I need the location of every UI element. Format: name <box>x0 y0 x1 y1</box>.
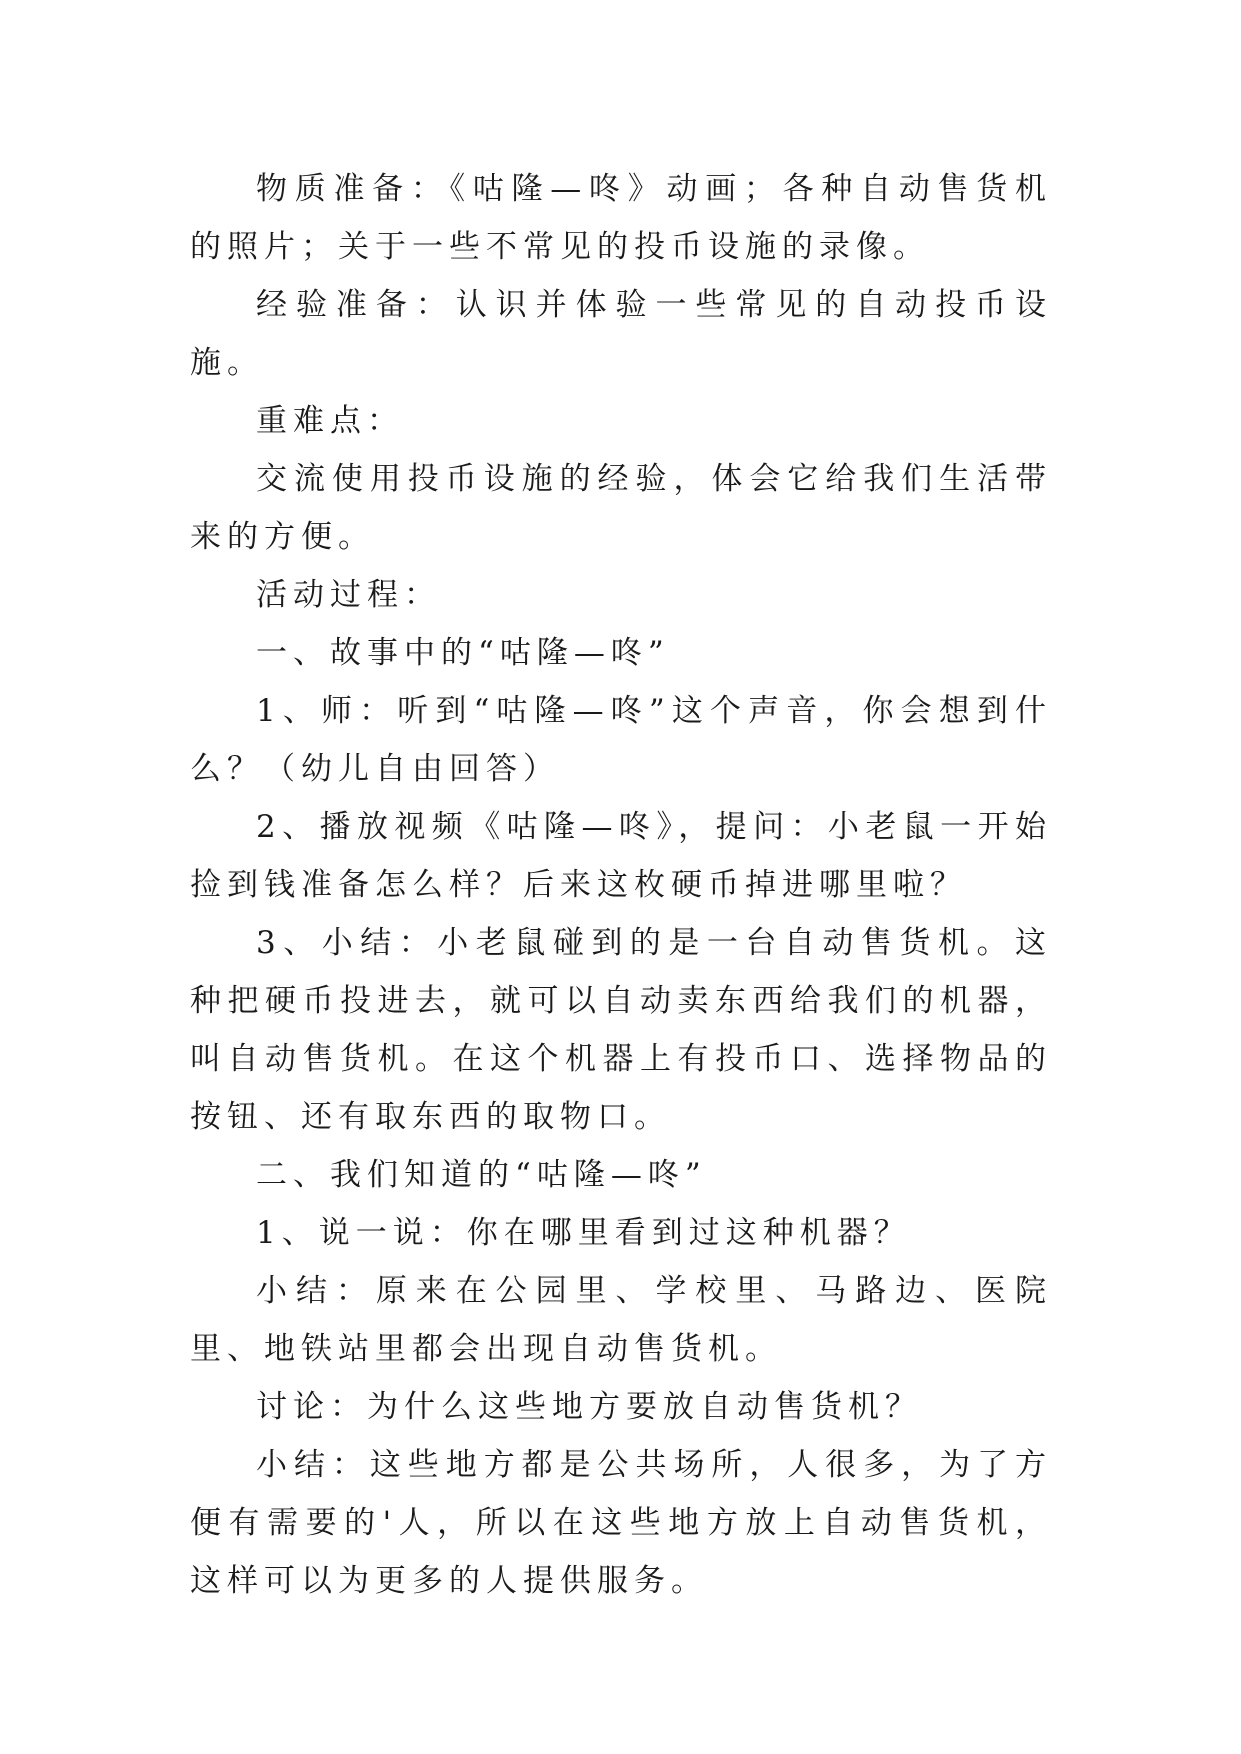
paragraph-experience-prep: 经验准备：认识并体验一些常见的自动投币设施。 <box>190 287 1052 381</box>
paragraph-key-points: 交流使用投币设施的经验，体会它给我们生活带来的方便。 <box>190 461 1052 555</box>
paragraph-step-1: 1、师：听到“咕隆—咚”这个声音，你会想到什么？（幼儿自由回答） <box>190 693 1052 787</box>
paragraph-discussion: 讨论：为什么这些地方要放自动售货机？ <box>256 1389 922 1425</box>
section-heading-two: 二、我们知道的“咕隆—咚” <box>256 1157 707 1193</box>
paragraph-step-3: 3、小结：小老鼠碰到的是一台自动售货机。这种把硬币投进去，就可以自动卖东西给我们的机器，叫自动售货机。在这个机器上有投币口、选择物品的按钮、还有取东西的取物口。 <box>190 925 1052 1135</box>
paragraph-summary-1: 小结：原来在公园里、学校里、马路边、医院里、地铁站里都会出现自动售货机。 <box>190 1273 1052 1367</box>
paragraph-activity-heading: 活动过程： <box>256 577 441 613</box>
paragraph-discuss-1: 1、说一说：你在哪里看到过这种机器？ <box>256 1215 911 1251</box>
paragraph-step-2: 2、播放视频《咕隆—咚》，提问：小老鼠一开始捡到钱准备怎么样？后来这枚硬币掉进哪里啦？ <box>190 809 1052 903</box>
paragraph-summary-2: 小结：这些地方都是公共场所，人很多，为了方便有需要的'人，所以在这些地方放上自动售货机，这样可以为更多的人提供服务。 <box>190 1447 1052 1599</box>
paragraph-material-prep: 物质准备：《咕隆—咚》动画；各种自动售货机的照片；关于一些不常见的投币设施的录像。 <box>190 171 1052 265</box>
paragraph-key-points-heading: 重难点： <box>256 403 404 439</box>
section-heading-one: 一、故事中的“咕隆—咚” <box>256 635 670 671</box>
document-body <box>190 160 1052 1610</box>
